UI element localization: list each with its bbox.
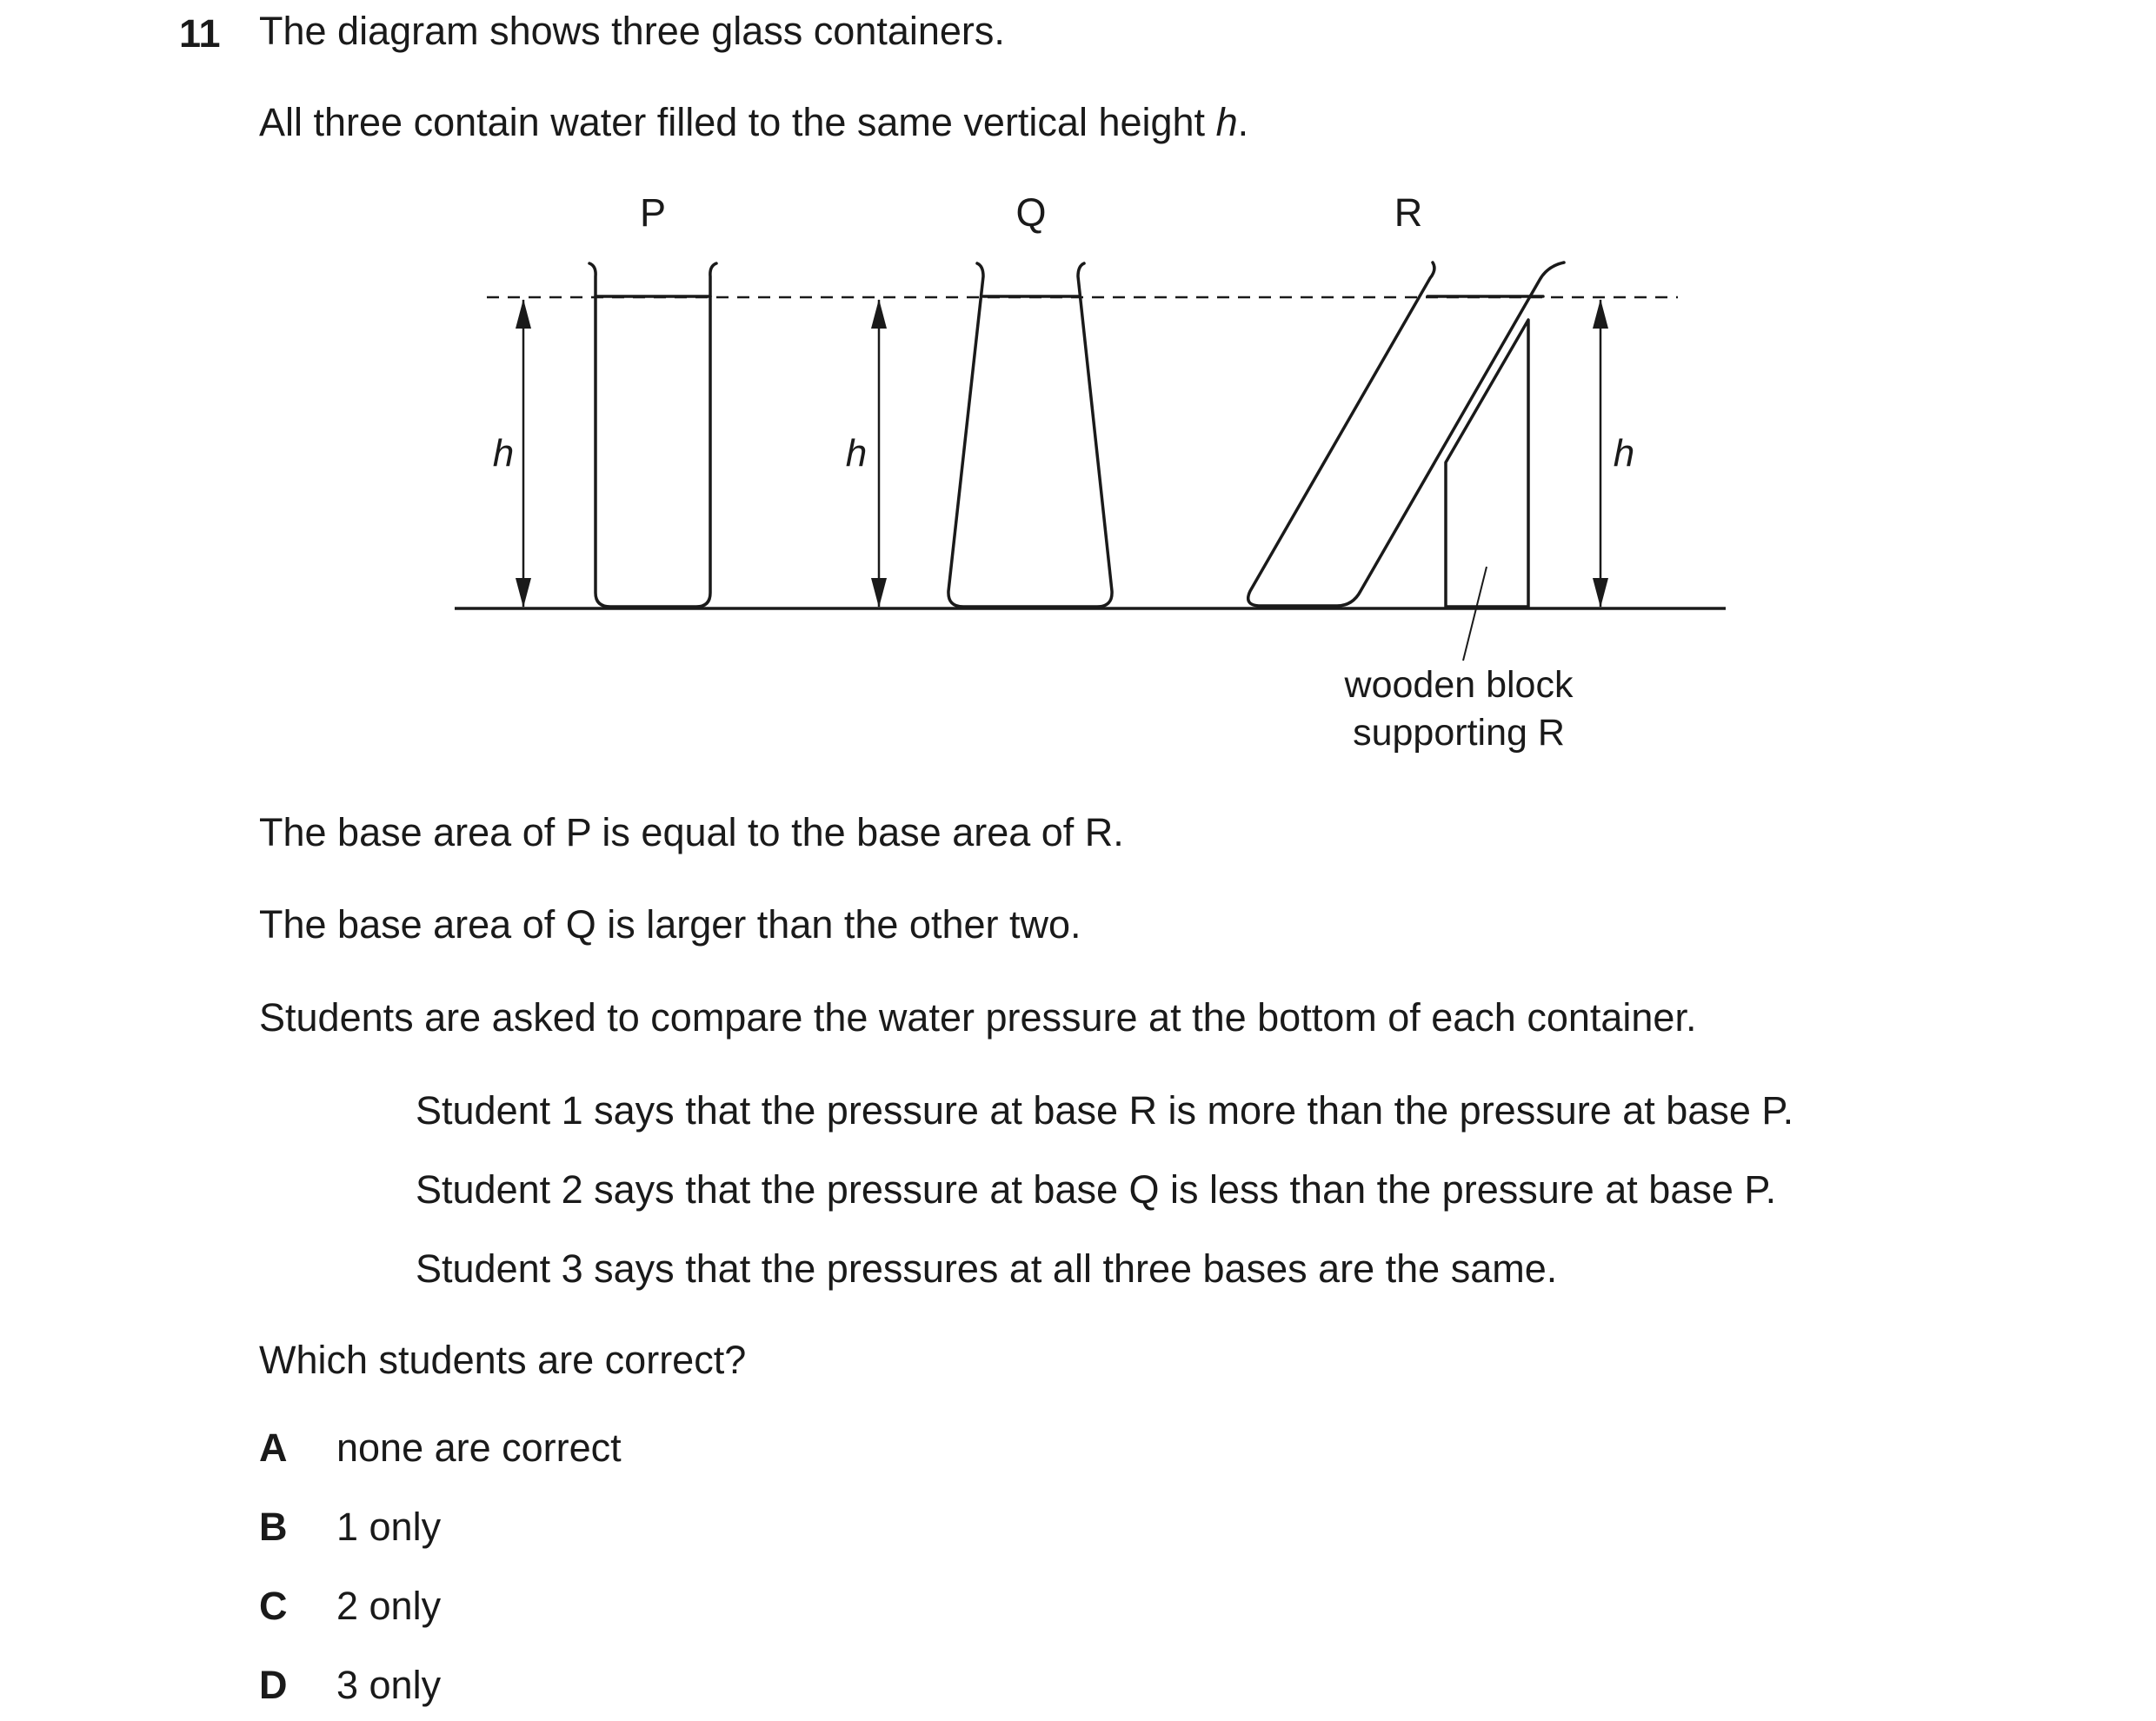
fact-base-q: The base area of Q is larger than the other two. <box>259 902 1081 947</box>
label-r: R <box>1394 190 1423 235</box>
label-p: P <box>639 190 667 235</box>
block-label-line2: supporting R <box>1353 712 1565 754</box>
height-arrow-middle-bottom-head <box>871 578 887 608</box>
height-arrow-left-bottom-head <box>516 578 531 608</box>
block-label-line1: wooden block <box>1344 664 1574 706</box>
question-intro: The diagram shows three glass containers. <box>259 9 1005 53</box>
container-p <box>589 263 716 607</box>
height-label-right: h <box>1613 432 1635 475</box>
task-statement: Students are asked to compare the water pressure at the bottom of each container. <box>259 995 1697 1040</box>
option-a-text: none are correct <box>336 1425 622 1470</box>
height-arrow-middle-top-head <box>871 299 887 329</box>
option-d-text: 3 only <box>336 1663 442 1707</box>
container-r <box>1248 262 1564 606</box>
height-arrow-right-top-head <box>1593 299 1608 329</box>
fact-base-p-r: The base area of P is equal to the base area of R. <box>259 810 1124 854</box>
question-line2-suffix: . <box>1237 100 1249 144</box>
height-label-middle: h <box>845 432 868 475</box>
height-arrow-right-bottom-head <box>1593 578 1608 608</box>
height-variable: h <box>1215 100 1238 144</box>
label-q: Q <box>1015 190 1047 235</box>
student-2-statement: Student 2 says that the pressure at base Q is less than the pressure at base P. <box>416 1167 1777 1212</box>
option-c-letter: C <box>259 1584 288 1628</box>
wooden-block <box>1446 320 1528 607</box>
option-d-letter: D <box>259 1663 288 1707</box>
height-label-left: h <box>492 432 515 475</box>
block-leader-line <box>1463 567 1487 661</box>
student-1-statement: Student 1 says that the pressure at base R is more than the pressure at base P. <box>416 1088 1794 1133</box>
option-b-letter: B <box>259 1505 288 1549</box>
question-prompt: Which students are correct? <box>259 1338 747 1382</box>
option-b-text: 1 only <box>336 1505 442 1549</box>
option-a-letter: A <box>259 1425 288 1470</box>
question-line2-prefix: All three contain water filled to the same vertical height <box>259 100 1216 144</box>
student-3-statement: Student 3 says that the pressures at all three bases are the same. <box>416 1246 1558 1291</box>
option-c-text: 2 only <box>336 1584 442 1628</box>
containers-diagram <box>0 0 2156 782</box>
height-arrow-left-top-head <box>516 299 531 329</box>
container-q <box>948 263 1112 607</box>
question-number: 11 <box>179 11 221 56</box>
